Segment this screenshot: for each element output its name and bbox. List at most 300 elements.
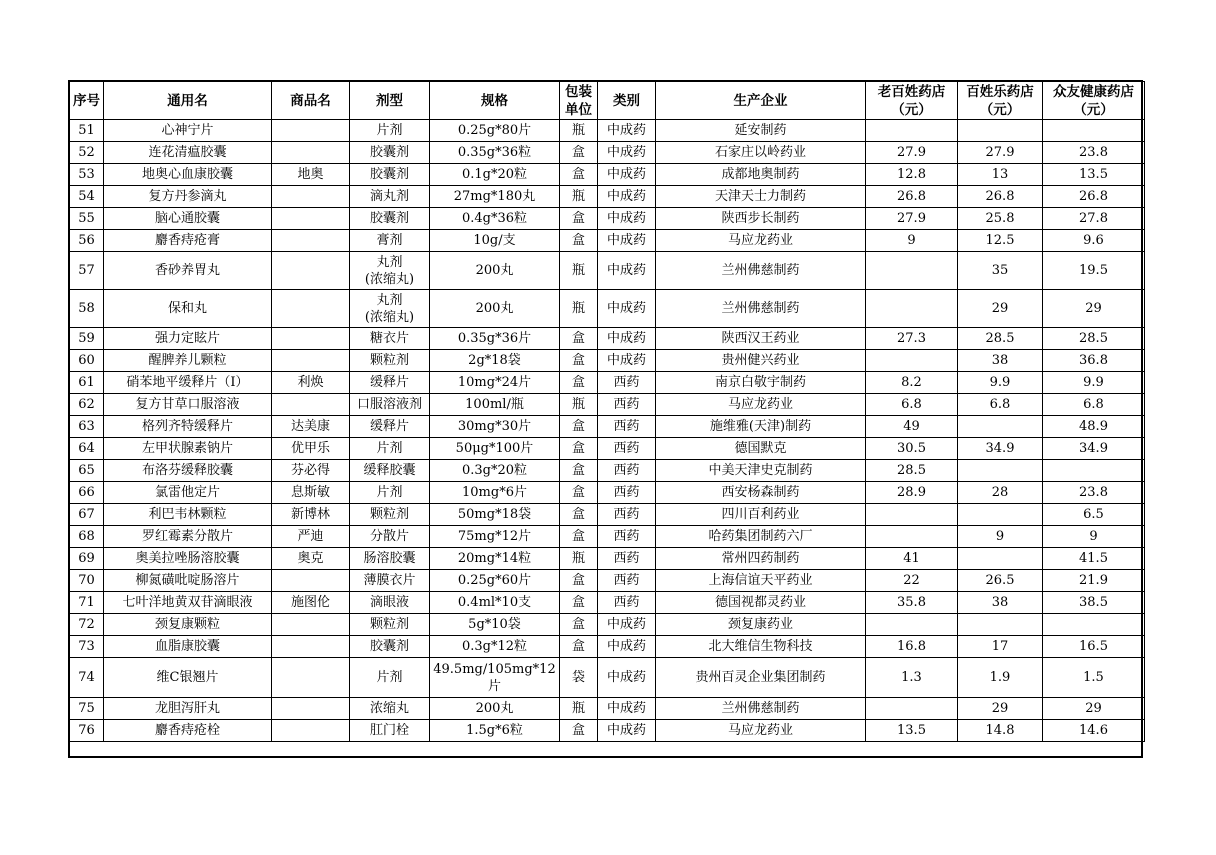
cell-price-pharmacy-1 xyxy=(866,350,958,372)
cell-category xyxy=(598,164,656,186)
table-row xyxy=(70,328,1145,350)
table-row xyxy=(70,416,1145,438)
cell-trade-name xyxy=(272,164,350,186)
cell-generic-name xyxy=(104,482,272,504)
cell-price-pharmacy-3 xyxy=(1043,504,1145,526)
cell-dosage-form-text: 丸剂 xyxy=(376,254,403,270)
cell-seq xyxy=(70,636,104,658)
cell-spec xyxy=(430,504,560,526)
cell-manufacturer-text: 颈复康药业 xyxy=(727,617,793,632)
cell-price-pharmacy-3-text: 9.9 xyxy=(1083,375,1104,390)
cell-price-pharmacy-1 xyxy=(866,142,958,164)
cell-generic-name-text: 罗红霉素分散片 xyxy=(141,529,233,544)
cell-package-unit xyxy=(560,230,598,252)
cell-category-text: 中成药 xyxy=(606,331,646,346)
cell-price-pharmacy-1-text: 12.8 xyxy=(897,167,926,182)
cell-category xyxy=(598,720,656,742)
table-row xyxy=(70,208,1145,230)
cell-trade-name xyxy=(272,252,350,290)
cell-trade-name xyxy=(272,186,350,208)
cell-manufacturer xyxy=(656,636,866,658)
table-row xyxy=(70,350,1145,372)
cell-price-pharmacy-1-text: 27.9 xyxy=(897,211,926,226)
cell-dosage-form-text: 片剂 xyxy=(376,670,403,685)
cell-category-text: 西药 xyxy=(613,441,640,456)
cell-generic-name xyxy=(104,394,272,416)
cell-manufacturer xyxy=(656,372,866,394)
cell-dosage-form xyxy=(350,658,430,698)
cell-package-unit xyxy=(560,186,598,208)
cell-dosage-form xyxy=(350,416,430,438)
cell-package-unit xyxy=(560,698,598,720)
cell-category xyxy=(598,438,656,460)
cell-manufacturer xyxy=(656,698,866,720)
cell-seq-text: 71 xyxy=(78,595,95,610)
cell-price-pharmacy-1 xyxy=(866,460,958,482)
cell-price-pharmacy-1-text: 35.8 xyxy=(897,595,926,610)
cell-spec-text: 10mg*6片 xyxy=(462,485,527,500)
table-row xyxy=(70,186,1145,208)
col-header-pharmacy-1-line2: （元） xyxy=(891,101,932,118)
cell-price-pharmacy-1 xyxy=(866,394,958,416)
cell-spec xyxy=(430,208,560,230)
cell-price-pharmacy-3-text: 48.9 xyxy=(1079,419,1108,434)
cell-dosage-form-text: 片剂 xyxy=(376,123,403,138)
cell-dosage-form xyxy=(350,290,430,328)
cell-price-pharmacy-2 xyxy=(958,186,1043,208)
cell-category xyxy=(598,592,656,614)
cell-dosage-form xyxy=(350,208,430,230)
cell-dosage-form xyxy=(350,460,430,482)
table-row xyxy=(70,394,1145,416)
cell-spec xyxy=(430,350,560,372)
cell-seq xyxy=(70,186,104,208)
table-row xyxy=(70,120,1145,142)
cell-trade-name xyxy=(272,120,350,142)
cell-spec-text: 0.35g*36粒 xyxy=(457,145,532,160)
cell-price-pharmacy-3-text: 16.5 xyxy=(1079,639,1108,654)
cell-spec-text: 75mg*12片 xyxy=(457,529,532,544)
cell-price-pharmacy-3 xyxy=(1043,636,1145,658)
col-header-spec: 规格 xyxy=(430,82,560,120)
cell-generic-name xyxy=(104,416,272,438)
cell-price-pharmacy-2-text: 14.8 xyxy=(985,723,1015,738)
cell-generic-name-text: 维C银翘片 xyxy=(156,670,219,685)
cell-package-unit xyxy=(560,372,598,394)
cell-seq-text: 75 xyxy=(78,701,95,716)
cell-price-pharmacy-3 xyxy=(1043,252,1145,290)
cell-dosage-form-text: 片剂 xyxy=(376,441,403,456)
cell-price-pharmacy-2-text: 38 xyxy=(991,353,1009,368)
col-header-manufacturer: 生产企业 xyxy=(656,82,866,120)
cell-dosage-form xyxy=(350,120,430,142)
cell-price-pharmacy-3-text: 36.8 xyxy=(1079,353,1108,368)
cell-category xyxy=(598,636,656,658)
cell-generic-name-text: 保和丸 xyxy=(167,301,207,316)
cell-price-pharmacy-2-text: 26.5 xyxy=(985,573,1015,588)
cell-price-pharmacy-1-text: 16.8 xyxy=(897,639,926,654)
cell-generic-name xyxy=(104,142,272,164)
cell-package-unit-text: 瓶 xyxy=(571,189,585,204)
cell-package-unit-text: 袋 xyxy=(571,670,585,685)
cell-generic-name-text: 格列齐特缓释片 xyxy=(141,419,233,434)
cell-dosage-form-text: 缓释片 xyxy=(369,375,409,390)
cell-price-pharmacy-1-text: 27.9 xyxy=(897,145,926,160)
cell-spec xyxy=(430,252,560,290)
cell-price-pharmacy-1-text: 27.3 xyxy=(897,331,926,346)
cell-seq xyxy=(70,438,104,460)
cell-price-pharmacy-1 xyxy=(866,252,958,290)
cell-price-pharmacy-1-text: 28.5 xyxy=(897,463,926,478)
cell-category-text: 中成药 xyxy=(606,167,646,182)
cell-spec xyxy=(430,482,560,504)
cell-generic-name xyxy=(104,460,272,482)
cell-manufacturer-text: 成都地奥制药 xyxy=(721,167,800,182)
cell-price-pharmacy-1 xyxy=(866,208,958,230)
cell-seq-text: 60 xyxy=(78,353,95,368)
cell-trade-name xyxy=(272,720,350,742)
cell-manufacturer-text: 陕西汉王药业 xyxy=(721,331,800,346)
cell-seq-text: 61 xyxy=(78,375,95,390)
col-header-trade-name: 商品名 xyxy=(272,82,350,120)
cell-package-unit-text: 瓶 xyxy=(571,123,585,138)
cell-trade-name-text: 奥克 xyxy=(297,551,324,566)
cell-category xyxy=(598,186,656,208)
cell-price-pharmacy-1 xyxy=(866,372,958,394)
cell-manufacturer-text: 中美天津史克制药 xyxy=(708,463,813,478)
cell-price-pharmacy-1 xyxy=(866,636,958,658)
cell-dosage-form-text-line2: (浓缩丸) xyxy=(364,309,415,325)
cell-category-text: 中成药 xyxy=(606,723,646,738)
cell-generic-name xyxy=(104,164,272,186)
cell-price-pharmacy-1 xyxy=(866,290,958,328)
cell-spec-text: 0.25g*80片 xyxy=(457,123,532,138)
cell-price-pharmacy-3-text: 9 xyxy=(1089,529,1098,544)
cell-manufacturer xyxy=(656,142,866,164)
cell-category-text: 中成药 xyxy=(606,123,646,138)
cell-generic-name xyxy=(104,230,272,252)
cell-price-pharmacy-1 xyxy=(866,438,958,460)
cell-package-unit xyxy=(560,636,598,658)
cell-price-pharmacy-2 xyxy=(958,230,1043,252)
cell-package-unit-text: 盒 xyxy=(571,353,585,368)
cell-generic-name-text: 醒脾养儿颗粒 xyxy=(148,353,227,368)
cell-seq xyxy=(70,372,104,394)
table-row xyxy=(70,570,1145,592)
col-header-pharmacy-3-line2: （元） xyxy=(1073,101,1114,118)
cell-seq xyxy=(70,614,104,636)
cell-package-unit xyxy=(560,592,598,614)
cell-package-unit-text: 盒 xyxy=(571,167,585,182)
cell-package-unit xyxy=(560,416,598,438)
cell-price-pharmacy-3-text: 9.6 xyxy=(1083,233,1104,248)
cell-price-pharmacy-3-text: 21.9 xyxy=(1079,573,1108,588)
cell-price-pharmacy-2 xyxy=(958,460,1043,482)
cell-price-pharmacy-3 xyxy=(1043,482,1145,504)
cell-spec-text: 49.5mg/105mg*12 xyxy=(433,661,556,677)
cell-generic-name xyxy=(104,570,272,592)
cell-price-pharmacy-2-text: 29 xyxy=(991,701,1009,716)
cell-price-pharmacy-3-text: 29 xyxy=(1085,701,1102,716)
cell-spec-text: 200丸 xyxy=(475,263,514,278)
cell-trade-name xyxy=(272,290,350,328)
cell-manufacturer-text: 石家庄以岭药业 xyxy=(714,145,806,160)
cell-dosage-form-text: 薄膜衣片 xyxy=(363,573,416,588)
col-header-pharmacy-1-line1: 老百姓药店 xyxy=(877,83,946,100)
cell-generic-name xyxy=(104,698,272,720)
cell-price-pharmacy-2-text: 38 xyxy=(991,595,1009,610)
cell-dosage-form-text: 缓释片 xyxy=(369,419,409,434)
cell-spec-text-line2: 片 xyxy=(487,678,501,694)
cell-manufacturer-text: 德国默克 xyxy=(734,441,787,456)
cell-manufacturer xyxy=(656,186,866,208)
cell-price-pharmacy-2-text: 28 xyxy=(991,485,1009,500)
cell-price-pharmacy-1 xyxy=(866,230,958,252)
cell-dosage-form-text: 肛门栓 xyxy=(369,723,409,738)
cell-dosage-form-text: 胶囊剂 xyxy=(369,167,409,182)
cell-dosage-form xyxy=(350,350,430,372)
cell-seq xyxy=(70,570,104,592)
cell-category-text: 西药 xyxy=(613,595,640,610)
cell-manufacturer-text: 兰州佛慈制药 xyxy=(721,263,800,278)
cell-seq-text: 62 xyxy=(78,397,95,412)
cell-manufacturer xyxy=(656,570,866,592)
cell-price-pharmacy-3 xyxy=(1043,230,1145,252)
cell-dosage-form xyxy=(350,164,430,186)
cell-category xyxy=(598,698,656,720)
cell-seq xyxy=(70,698,104,720)
cell-spec-text: 0.4g*36粒 xyxy=(461,211,528,226)
cell-seq-text: 69 xyxy=(78,551,95,566)
cell-package-unit-text: 盒 xyxy=(571,441,585,456)
cell-spec xyxy=(430,658,560,698)
cell-spec-text: 0.35g*36片 xyxy=(457,331,532,346)
cell-price-pharmacy-3 xyxy=(1043,592,1145,614)
cell-package-unit-text: 盒 xyxy=(571,723,585,738)
cell-category-text: 中成药 xyxy=(606,639,646,654)
cell-price-pharmacy-3-text: 23.8 xyxy=(1079,145,1108,160)
cell-price-pharmacy-3-text: 29 xyxy=(1085,301,1102,316)
cell-spec xyxy=(430,460,560,482)
cell-seq xyxy=(70,720,104,742)
cell-package-unit-text: 盒 xyxy=(571,485,585,500)
cell-generic-name-text: 地奥心血康胶囊 xyxy=(141,167,233,182)
cell-spec-text: 2g*18袋 xyxy=(468,353,521,368)
cell-trade-name-text: 达美康 xyxy=(290,419,330,434)
cell-price-pharmacy-2-text: 9 xyxy=(995,529,1005,544)
cell-trade-name xyxy=(272,592,350,614)
cell-manufacturer xyxy=(656,720,866,742)
cell-price-pharmacy-2 xyxy=(958,350,1043,372)
cell-price-pharmacy-3-text: 38.5 xyxy=(1079,595,1108,610)
cell-price-pharmacy-1-text: 8.2 xyxy=(901,375,922,390)
cell-spec-text: 0.1g*20粒 xyxy=(461,167,528,182)
table-row xyxy=(70,142,1145,164)
cell-trade-name xyxy=(272,142,350,164)
cell-price-pharmacy-3 xyxy=(1043,372,1145,394)
cell-price-pharmacy-1 xyxy=(866,504,958,526)
cell-price-pharmacy-3-text: 41.5 xyxy=(1079,551,1108,566)
cell-generic-name xyxy=(104,526,272,548)
cell-spec xyxy=(430,328,560,350)
cell-dosage-form-text: 胶囊剂 xyxy=(369,211,409,226)
cell-package-unit xyxy=(560,720,598,742)
cell-seq-text: 76 xyxy=(78,723,95,738)
cell-category xyxy=(598,120,656,142)
cell-seq-text: 67 xyxy=(78,507,95,522)
cell-package-unit xyxy=(560,208,598,230)
cell-trade-name-text: 施图伦 xyxy=(290,595,330,610)
cell-seq-text: 56 xyxy=(78,233,95,248)
cell-spec-text: 27mg*180丸 xyxy=(453,189,536,204)
cell-price-pharmacy-3 xyxy=(1043,142,1145,164)
cell-manufacturer xyxy=(656,658,866,698)
cell-trade-name xyxy=(272,658,350,698)
cell-price-pharmacy-2-text: 6.8 xyxy=(989,397,1011,412)
cell-spec-text: 30mg*30片 xyxy=(457,419,532,434)
cell-spec xyxy=(430,438,560,460)
cell-price-pharmacy-1 xyxy=(866,614,958,636)
cell-trade-name-text: 优甲乐 xyxy=(290,441,330,456)
cell-dosage-form xyxy=(350,394,430,416)
cell-price-pharmacy-1-text: 1.3 xyxy=(901,670,922,685)
cell-category-text: 西药 xyxy=(613,551,640,566)
cell-dosage-form xyxy=(350,186,430,208)
cell-seq xyxy=(70,504,104,526)
cell-price-pharmacy-3-text: 13.5 xyxy=(1079,167,1108,182)
cell-manufacturer xyxy=(656,548,866,570)
cell-package-unit-text: 瓶 xyxy=(571,701,585,716)
cell-price-pharmacy-3-text: 23.8 xyxy=(1079,485,1108,500)
cell-price-pharmacy-3-text: 1.5 xyxy=(1083,670,1104,685)
cell-package-unit xyxy=(560,394,598,416)
cell-manufacturer xyxy=(656,460,866,482)
cell-dosage-form-text: 片剂 xyxy=(376,485,403,500)
cell-manufacturer-text: 施维雅(天津)制药 xyxy=(709,419,812,434)
cell-price-pharmacy-3 xyxy=(1043,350,1145,372)
cell-price-pharmacy-2-text: 9.9 xyxy=(989,375,1011,390)
cell-seq-text: 59 xyxy=(78,331,95,346)
cell-price-pharmacy-3 xyxy=(1043,164,1145,186)
cell-seq xyxy=(70,548,104,570)
cell-category xyxy=(598,230,656,252)
cell-price-pharmacy-2-text: 13 xyxy=(991,167,1009,182)
table-row xyxy=(70,372,1145,394)
cell-package-unit xyxy=(560,460,598,482)
cell-package-unit-text: 盒 xyxy=(571,331,585,346)
cell-dosage-form-text: 口服溶液剂 xyxy=(356,397,422,412)
cell-dosage-form-text: 颗粒剂 xyxy=(369,353,409,368)
cell-price-pharmacy-1 xyxy=(866,658,958,698)
cell-price-pharmacy-2-text: 26.8 xyxy=(985,189,1015,204)
cell-manufacturer xyxy=(656,416,866,438)
cell-package-unit xyxy=(560,120,598,142)
cell-price-pharmacy-3-text: 26.8 xyxy=(1079,189,1108,204)
cell-generic-name-text: 脑心通胶囊 xyxy=(154,211,220,226)
cell-price-pharmacy-3 xyxy=(1043,698,1145,720)
cell-dosage-form xyxy=(350,372,430,394)
cell-generic-name-text: 强力定眩片 xyxy=(154,331,220,346)
cell-category xyxy=(598,548,656,570)
cell-dosage-form xyxy=(350,482,430,504)
cell-seq-text: 70 xyxy=(78,573,95,588)
cell-price-pharmacy-3 xyxy=(1043,526,1145,548)
cell-seq-text: 63 xyxy=(78,419,95,434)
col-header-pharmacy-3 xyxy=(1043,82,1145,120)
cell-generic-name-text: 七叶洋地黄双苷滴眼液 xyxy=(122,595,253,610)
cell-dosage-form xyxy=(350,230,430,252)
cell-generic-name-text: 麝香痔疮栓 xyxy=(154,723,220,738)
cell-price-pharmacy-1-text: 6.8 xyxy=(901,397,922,412)
cell-manufacturer-text: 西安杨森制药 xyxy=(721,485,800,500)
cell-category xyxy=(598,460,656,482)
cell-price-pharmacy-1 xyxy=(866,548,958,570)
cell-price-pharmacy-3-text: 19.5 xyxy=(1079,263,1108,278)
cell-price-pharmacy-1 xyxy=(866,416,958,438)
cell-category xyxy=(598,372,656,394)
cell-price-pharmacy-2 xyxy=(958,252,1043,290)
cell-price-pharmacy-2 xyxy=(958,548,1043,570)
cell-spec-text: 200丸 xyxy=(475,701,514,716)
cell-category-text: 西药 xyxy=(613,419,640,434)
cell-package-unit xyxy=(560,438,598,460)
cell-price-pharmacy-3 xyxy=(1043,394,1145,416)
cell-spec-text: 100ml/瓶 xyxy=(465,397,524,412)
cell-trade-name-text: 利焕 xyxy=(297,375,324,390)
cell-manufacturer-text: 北大维信生物科技 xyxy=(708,639,813,654)
cell-manufacturer-text: 兰州佛慈制药 xyxy=(721,701,800,716)
cell-category-text: 中成药 xyxy=(606,670,646,685)
cell-dosage-form-text-line2: (浓缩丸) xyxy=(364,271,415,287)
cell-seq xyxy=(70,252,104,290)
cell-dosage-form-text: 丸剂 xyxy=(376,292,403,308)
cell-seq xyxy=(70,482,104,504)
cell-package-unit-text: 瓶 xyxy=(571,551,585,566)
cell-package-unit-text: 盒 xyxy=(571,529,585,544)
cell-category-text: 中成药 xyxy=(606,701,646,716)
cell-spec-text: 0.4ml*10支 xyxy=(457,595,532,610)
cell-seq-text: 68 xyxy=(78,529,95,544)
cell-category-text: 西药 xyxy=(613,397,640,412)
cell-price-pharmacy-1 xyxy=(866,526,958,548)
cell-package-unit xyxy=(560,526,598,548)
table-row xyxy=(70,164,1145,186)
cell-price-pharmacy-1-text: 49 xyxy=(903,419,920,434)
cell-price-pharmacy-1-text: 28.9 xyxy=(897,485,926,500)
cell-seq-text: 55 xyxy=(78,211,95,226)
cell-dosage-form xyxy=(350,570,430,592)
table-row xyxy=(70,720,1145,742)
cell-category xyxy=(598,252,656,290)
cell-category-text: 中成药 xyxy=(606,145,646,160)
cell-price-pharmacy-3 xyxy=(1043,208,1145,230)
cell-price-pharmacy-3-text: 14.6 xyxy=(1079,723,1108,738)
cell-price-pharmacy-2 xyxy=(958,438,1043,460)
cell-price-pharmacy-1-text: 26.8 xyxy=(897,189,926,204)
cell-trade-name xyxy=(272,208,350,230)
cell-package-unit xyxy=(560,614,598,636)
cell-dosage-form xyxy=(350,720,430,742)
cell-package-unit xyxy=(560,290,598,328)
cell-dosage-form-text: 膏剂 xyxy=(376,233,403,248)
cell-dosage-form xyxy=(350,614,430,636)
col-header-pharmacy-2-line2: （元） xyxy=(979,101,1021,118)
cell-category-text: 西药 xyxy=(613,573,640,588)
cell-price-pharmacy-2-text: 1.9 xyxy=(989,670,1011,685)
cell-trade-name xyxy=(272,698,350,720)
cell-manufacturer-text: 哈药集团制药六厂 xyxy=(708,529,813,544)
cell-price-pharmacy-3-text: 27.8 xyxy=(1079,211,1108,226)
